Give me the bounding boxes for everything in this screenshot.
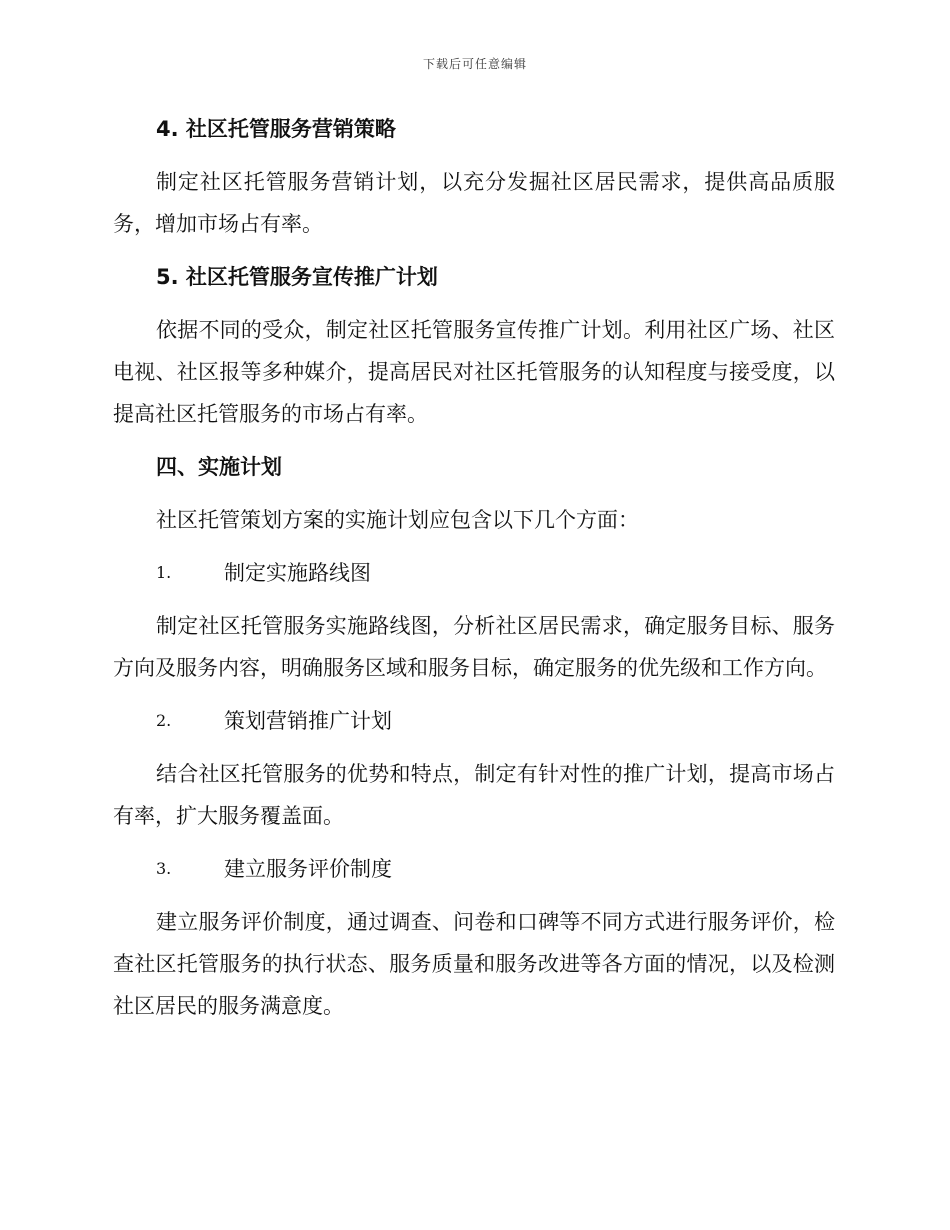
section-heading-4: 4. 社区托管服务营销策略	[156, 117, 396, 141]
section-heading-implementation: 四、实施计划	[156, 455, 282, 479]
list-item-number: 2.	[156, 711, 172, 730]
list-item-label: 策划营销推广计划	[224, 709, 392, 733]
list-item-title	[113, 552, 835, 594]
list-item-title	[113, 700, 835, 742]
header-note: 下载后可任意编辑	[422, 57, 527, 71]
list-item-label: 建立服务评价制度	[224, 857, 392, 881]
list-item-title	[113, 848, 835, 890]
list-item-paragraph: 建立服务评价制度，通过调查、问卷和口碑等不同方式进行服务评价，检查社区托管服务的执行状态、服务质量和服务改进等各方面的情况，以及检测社区居民的服务满意度。	[113, 910, 835, 1018]
section-heading-5: 5. 社区托管服务宣传推广计划	[156, 265, 438, 289]
list-item-label: 制定实施路线图	[224, 561, 371, 585]
list-item-number: 3.	[156, 859, 172, 878]
document-body	[113, 108, 835, 1027]
list-item-paragraph: 结合社区托管服务的优势和特点，制定有针对性的推广计划，提高市场占有率，扩大服务覆盖面。	[113, 762, 835, 828]
section-paragraph-5: 依据不同的受众，制定社区托管服务宣传推广计划。利用社区广场、社区电视、社区报等多种媒介，提高居民对社区托管服务的认知程度与接受度，以提高社区托管服务的市场占有率。	[113, 318, 835, 426]
list-item-number: 1.	[156, 563, 172, 582]
section-paragraph-implementation: 社区托管策划方案的实施计划应包含以下几个方面：	[156, 508, 639, 532]
list-item-paragraph: 制定社区托管服务实施路线图，分析社区居民需求，确定服务目标、服务方向及服务内容，明确服务区域和服务目标，确定服务的优先级和工作方向。	[113, 614, 835, 680]
section-paragraph-4: 制定社区托管服务营销计划，以充分发掘社区居民需求，提供高品质服务，增加市场占有率。	[113, 170, 835, 236]
